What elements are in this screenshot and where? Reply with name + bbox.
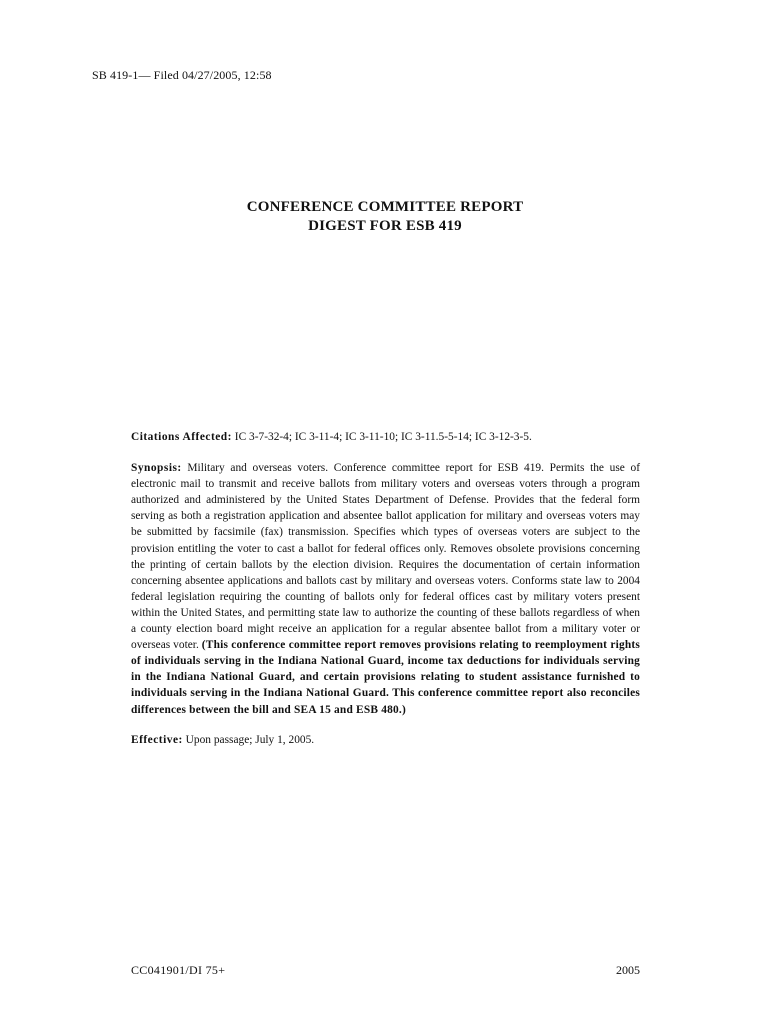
digest-content (131, 429, 640, 748)
title-line-1: CONFERENCE COMMITTEE REPORT (246, 199, 524, 215)
document-code: CC041901/DI 75+ (131, 963, 226, 977)
document-title (0, 198, 770, 236)
effective-text: Upon passage; July 1, 2005. (185, 733, 315, 746)
citations-label: Citations Affected: (131, 431, 232, 443)
citations-paragraph (131, 429, 640, 445)
synopsis-bold-note: (This conference committee report removes provisions relating to reemployment rights of individuals serving in the Indiana National Guard, income tax deductions for individuals serving in the Indiana National Guard, and certain provisions relating to student assistance furnished to individuals serving in the Indiana National Guard. This conference committee report also reconciles differences between the bill and SEA 15 and ESB 480.) (131, 639, 641, 716)
synopsis-paragraph (131, 460, 640, 718)
synopsis-text: Military and overseas voters. Conference committee report for ESB 419. Permits the use of electronic mail to transmit and receive ballots from military voters and overseas voters through a program authorized and administered by the United States Department of Defense. Provides that the federal form serving as both a registration application and absentee ballot application for military and overseas voters may be submitted by facsimile (fax) transmission. Specifies which types of overseas voters are subject to the provision entitling the voter to cast a ballot for federal offices only. Removes obsolete provisions concerning the printing of certain ballots by the election division. Requires the documentation of certain information concerning absentee applications and ballots cast by military and overseas voters. Conforms state law to 2004 federal legislation requiring the counting of ballots only for federal offices cast by military voters present within the United States, and permitting state law to authorize the counting of these ballots regardless of when a county election board might receive an application for a regular absentee ballot from a military voter or overseas voter. (131, 462, 640, 652)
filing-line: SB 419-1— Filed 04/27/2005, 12:58 (92, 68, 272, 82)
effective-label: Effective: (131, 733, 183, 746)
synopsis-label: Synopsis: (131, 462, 182, 475)
title-line-2: DIGEST FOR ESB 419 (308, 218, 462, 234)
effective-paragraph (131, 732, 640, 748)
footer-year: 2005 (616, 963, 640, 977)
citations-text: IC 3-7-32-4; IC 3-11-4; IC 3-11-10; IC 3-11.5-5-14; IC 3-12-3-5. (234, 431, 532, 443)
